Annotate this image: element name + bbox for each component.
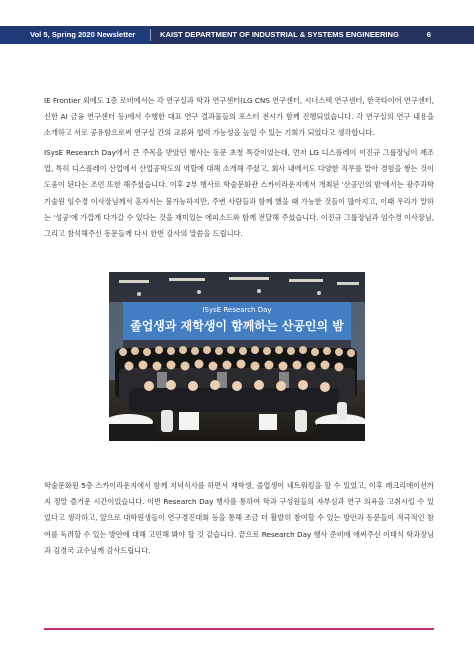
newsletter-label: Vol 5, Spring 2020 Newsletter (0, 26, 150, 44)
body-paragraph-1: IE Frontier 외에도 1층 로비에서는 각 연구실과 학과 연구센터(LG CNS 연구센터, 시너스텍 연구센터, 한국타이어 연구센터, 신한 AI 금융 연구센터 등)에서 수행한 대표 연구 결과물들의 포스터 전시가 함께 진행되었습니다. 각 연구실의 연구 내용을 소개하고 서로 공유함으로써 연구실 간의 교류와 협력 가능성을 높일 수 있는 기회가 되었다고 생각합니다. (44, 96, 434, 138)
page-header (0, 26, 474, 44)
header-separator (150, 29, 151, 41)
event-group-photo (109, 272, 365, 441)
body-paragraph-2: ISysE Research Day에서 큰 주목을 받았던 행사는 동문 초청 특강이었는데, 먼저 LG 디스플레이 이진규 그룹장님이 제조업, 특히 디스플레이 산업에서 산업공학도의 역할에 대해 소개해 주셨고, 회사 내에서도 다양한 직무를 맡아 경험을 쌓는 것이 도움이 된다는 조언 또한 해주셨습니다. 이후 2부 행사로 학술문화관 스카이라운지에서 개최된 '산공인의 밤'에서는 광주과학기술원 임수경 이사장님께서 혼자서는 불가능하지만, 주변 사람들과 함께 했을 때 가능한 것들이 많아지고, 이때 우리가 말하는 '성공'에 가깝게 다가갈 수 있다는 것을 재미있는 에피소드와 함께 전달해 주셨습니다. 이진규 그룹장님과 임수경 이사장님, 그리고 참석해주신 동문들께 다시 한번 감사의 말씀을 드립니다. (44, 148, 434, 239)
footer-divider (44, 628, 434, 630)
banner-subtitle: ISysE Research Day (202, 306, 272, 314)
event-photo-illustration (109, 272, 365, 441)
department-bar (150, 26, 474, 44)
banner-title: 졸업생과 재학생이 함께하는 산공인의 밤 (130, 319, 344, 333)
department-name: KAIST DEPARTMENT OF INDUSTRIAL & SYSTEMS ENGINEERING (160, 30, 399, 39)
page-number: 6 (426, 30, 431, 39)
body-paragraph-3: 학술문화원 5층 스카이라운지에서 함께 저녁식사를 하면서 재학생, 졸업생이 네트워킹을 할 수 있었고, 이후 레크리에이션까지 정말 즐거운 시간이었습니다. 이번 Research Day 행사를 통하여 학과 구성원들의 자부심과 연구 의욕을 고취시킬 수 있었다고 생각하고, 앞으로 대학원생들이 연구경진대회 등을 통해 조금 더 활발히 참여할 수 있는 방안과 동문들이 적극적인 참여를 독려할 수 있는 방안에 대해 고민해 봐야 할 것 같습니다. 끝으로 Research Day 행사 준비에 애써주신 이태식 학과장님과 김경국 교수님께 감사드립니다. (44, 481, 434, 555)
